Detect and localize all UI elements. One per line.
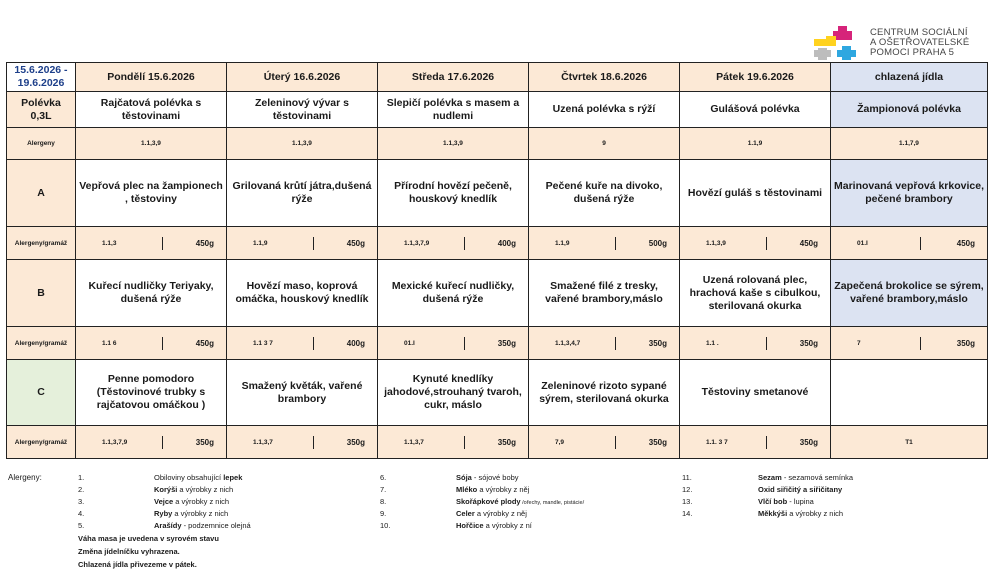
meal-dish: Grilovaná krůtí játra,dušená rýže <box>227 160 378 227</box>
legend-text: a výrobky z ní <box>483 521 532 530</box>
legend-item <box>456 520 532 532</box>
weight: 400g <box>497 238 516 248</box>
weight: 350g <box>799 338 818 348</box>
soup-dish: Slepičí polévka s masem a nudlemi <box>378 92 529 128</box>
note-weight: Váha masa je uvedena v syrovém stavu <box>78 534 219 543</box>
legend-bold: Korýši <box>154 485 178 494</box>
legend-num: 13. <box>682 497 693 506</box>
allergens: 1.1,3,4,7 <box>529 337 616 350</box>
weight: 350g <box>346 437 365 447</box>
meal-info <box>831 327 988 360</box>
meal-dish: Kuřecí nudličky Teriyaky, dušená rýže <box>76 260 227 327</box>
legend-item <box>154 508 228 520</box>
meal-dish: Těstoviny smetanové <box>680 360 831 426</box>
meal-b-row <box>7 260 988 327</box>
legend-bold: Sezam <box>758 473 782 482</box>
legend-num: 12. <box>682 485 693 494</box>
meal-dish: Zeleninové rizoto sypané sýrem, sterilovaná okurka <box>529 360 680 426</box>
legend-bold: Celer <box>456 509 475 518</box>
legend-bold: Arašídy <box>154 521 182 530</box>
allergens: 7 <box>831 337 921 350</box>
legend-label: Alergeny: <box>8 473 42 482</box>
allergens: 1.1,3,7 <box>227 436 314 449</box>
meal-a-info-row <box>7 227 988 260</box>
soup-row <box>7 92 988 128</box>
allergens: 7,9 <box>529 436 616 449</box>
logo-line-2: A OŠETŘOVATELSKÉ <box>870 37 970 48</box>
soup-dish: Uzená polévka s rýží <box>529 92 680 128</box>
meal-dish: Smažené filé z tresky, vařené brambory,máslo <box>529 260 680 327</box>
legend-num: 6. <box>380 473 387 482</box>
legend-item <box>758 484 842 496</box>
meal-info <box>378 327 529 360</box>
soup-allergens: 1.1,7,9 <box>831 128 988 160</box>
legend-item <box>758 472 853 484</box>
legend-text: /ořechy, mandle, pistácie/ <box>520 500 585 506</box>
weight: 350g <box>648 437 667 447</box>
meal-dish: Penne pomodoro (Těstovinové trubky s rajčatovou omáčkou ) <box>76 360 227 426</box>
meal-dish: Uzená rolovaná plec, hrachová kaše s cibulkou, sterilovaná okurka <box>680 260 831 327</box>
legend-text: a výrobky z nich <box>177 485 234 494</box>
legend-num: 8. <box>380 497 387 506</box>
meal-dish: Kynuté knedlíky jahodové,strouhaný tvaroh, cukr, máslo <box>378 360 529 426</box>
soup-dish: Zeleninový vývar s těstovinami <box>227 92 378 128</box>
legend-item <box>456 508 527 520</box>
allergens: 1.1 6 <box>76 337 163 350</box>
meal-info <box>227 426 378 459</box>
meal-info <box>831 227 988 260</box>
meal-info <box>227 327 378 360</box>
legend-num: 1. <box>78 473 85 482</box>
allergens: 1.1,9 <box>227 237 314 250</box>
info-label: Alergeny/gramáž <box>7 426 76 459</box>
weight: 450g <box>799 238 818 248</box>
soup-allergens: 9 <box>529 128 680 160</box>
meal-a-row <box>7 160 988 227</box>
meal-c-row <box>7 360 988 426</box>
legend-text: - sójové boby <box>471 473 519 482</box>
cold-meal-info: T1 <box>831 426 988 459</box>
legend-bold: Oxid siřičitý a siřičitany <box>758 485 843 494</box>
legend-text: a výrobky z něj <box>474 509 527 518</box>
legend-item <box>154 520 251 532</box>
legend-text: - lupina <box>787 497 814 506</box>
meal-dish: Přírodní hovězí pečeně, houskový knedlík <box>378 160 529 227</box>
legend-num: 5. <box>78 521 85 530</box>
legend-text: - podzemnice olejná <box>181 521 251 530</box>
meal-label: C <box>7 360 76 426</box>
legend-text: - sezamová semínka <box>781 473 854 482</box>
legend-num: 9. <box>380 509 387 518</box>
meal-info <box>76 227 227 260</box>
header-row <box>7 63 988 92</box>
meal-dish: Marinovaná vepřová krkovice, pečené brambory <box>831 160 988 227</box>
allergens: 1.1,3,7,9 <box>378 237 465 250</box>
meal-c-info-row <box>7 426 988 459</box>
legend-bold: Ryby <box>154 509 173 518</box>
logo-text <box>870 28 969 58</box>
soup-allergens: 1.1,3,9 <box>378 128 529 160</box>
day-header: Pondělí 15.6.2026 <box>76 63 227 92</box>
legend-num: 10. <box>380 521 391 530</box>
legend-text: a výrobky z nich <box>173 497 230 506</box>
meal-label: A <box>7 160 76 227</box>
allergens: 1.1,3,7 <box>378 436 465 449</box>
legend-item <box>154 496 229 508</box>
legend-item <box>758 496 814 508</box>
legend-bold: Hořčice <box>456 521 484 530</box>
weight: 350g <box>648 338 667 348</box>
allergens: 1.1,3 <box>76 237 163 250</box>
legend-text: Obiloviny obsahující <box>154 473 222 482</box>
weight: 450g <box>195 238 214 248</box>
weight: 400g <box>346 338 365 348</box>
meal-info <box>529 227 680 260</box>
day-header: Středa 17.6.2026 <box>378 63 529 92</box>
meal-info <box>529 327 680 360</box>
weight: 350g <box>497 437 516 447</box>
soup-dish: Žampionová polévka <box>831 92 988 128</box>
allergens: 01.I <box>831 237 921 250</box>
legend-text: a výrobky z nich <box>787 509 844 518</box>
meal-info <box>680 327 831 360</box>
allergen-label: Alergeny <box>7 128 76 160</box>
legend-bold: Skořápkové plody <box>456 497 521 506</box>
allergens: 1.1,3,7,9 <box>76 436 163 449</box>
day-header: Pátek 19.6.2026 <box>680 63 831 92</box>
legend-bold: lepek <box>223 473 243 482</box>
soup-allergen-row <box>7 128 988 160</box>
menu-table <box>6 62 988 459</box>
meal-info <box>76 327 227 360</box>
soup-dish: Gulášová polévka <box>680 92 831 128</box>
logo-line-1: CENTRUM SOCIÁLNÍ <box>870 27 968 38</box>
date-range: 15.6.2026 - 19.6.2026 <box>7 63 76 92</box>
allergens: 1.1 . <box>680 337 767 350</box>
meal-dish: Hovězí maso, koprová omáčka, houskový knedlík <box>227 260 378 327</box>
legend-item <box>456 484 529 496</box>
legend-num: 4. <box>78 509 85 518</box>
meal-dish: Mexické kuřecí nudličky, dušená rýže <box>378 260 529 327</box>
legend-text: a výrobky z něj <box>477 485 530 494</box>
soup-label: Polévka 0,3L <box>7 92 76 128</box>
soup-dish: Rajčatová polévka s těstovinami <box>76 92 227 128</box>
meal-dish: Smažený květák, vařené brambory <box>227 360 378 426</box>
allergens: 1.1. 3 7 <box>680 436 767 449</box>
meal-dish: Pečené kuře na divoko, dušená rýže <box>529 160 680 227</box>
logo-line-3: POMOCI PRAHA 5 <box>870 47 955 58</box>
legend-bold: Sója <box>456 473 472 482</box>
cross-logo-icon <box>814 26 860 60</box>
info-label: Alergeny/gramáž <box>7 227 76 260</box>
meal-info <box>529 426 680 459</box>
legend-bold: Mléko <box>456 485 478 494</box>
meal-info <box>378 227 529 260</box>
soup-allergens: 1.1,9 <box>680 128 831 160</box>
legend-bold: Vejce <box>154 497 174 506</box>
soup-allergens: 1.1,3,9 <box>227 128 378 160</box>
legend-bold: Měkkýši <box>758 509 788 518</box>
weight: 450g <box>346 238 365 248</box>
legend-item <box>456 472 519 484</box>
legend-bold: Vlčí bob <box>758 497 788 506</box>
legend-num: 3. <box>78 497 85 506</box>
meal-b-info-row <box>7 327 988 360</box>
meal-info <box>227 227 378 260</box>
allergens: 01.I <box>378 337 465 350</box>
cold-meals-header: chlazená jídla <box>831 63 988 92</box>
note-cold: Chlazená jídla přivezeme v pátek. <box>78 560 197 569</box>
allergens: 1.1,9 <box>529 237 616 250</box>
meal-info <box>680 227 831 260</box>
info-label: Alergeny/gramáž <box>7 327 76 360</box>
allergens: 1.1 3 7 <box>227 337 314 350</box>
meal-dish: Hovězí guláš s těstovinami <box>680 160 831 227</box>
legend-num: 14. <box>682 509 693 518</box>
meal-dish <box>831 360 988 426</box>
legend-num: 2. <box>78 485 85 494</box>
meal-info <box>76 426 227 459</box>
legend-item <box>154 472 242 484</box>
legend-num: 11. <box>682 473 692 482</box>
weight: 350g <box>497 338 516 348</box>
weight: 450g <box>195 338 214 348</box>
legend-item <box>758 508 843 520</box>
soup-allergens: 1.1,3,9 <box>76 128 227 160</box>
weight: 350g <box>799 437 818 447</box>
meal-label: B <box>7 260 76 327</box>
legend-text: a výrobky z nich <box>172 509 229 518</box>
weight: 450g <box>956 238 975 248</box>
weight: 500g <box>648 238 667 248</box>
weight: 350g <box>956 338 975 348</box>
meal-info <box>378 426 529 459</box>
logo <box>814 26 994 62</box>
allergens: 1.1,3,9 <box>680 237 767 250</box>
meal-info <box>680 426 831 459</box>
meal-dish: Zapečená brokolice se sýrem, vařené brambory,máslo <box>831 260 988 327</box>
legend-num: 7. <box>380 485 387 494</box>
day-header: Úterý 16.6.2026 <box>227 63 378 92</box>
day-header: Čtvrtek 18.6.2026 <box>529 63 680 92</box>
meal-dish: Vepřová plec na žampionech , těstoviny <box>76 160 227 227</box>
note-change: Změna jídelníčku vyhrazena. <box>78 547 180 556</box>
legend-item <box>154 484 233 496</box>
weight: 350g <box>195 437 214 447</box>
